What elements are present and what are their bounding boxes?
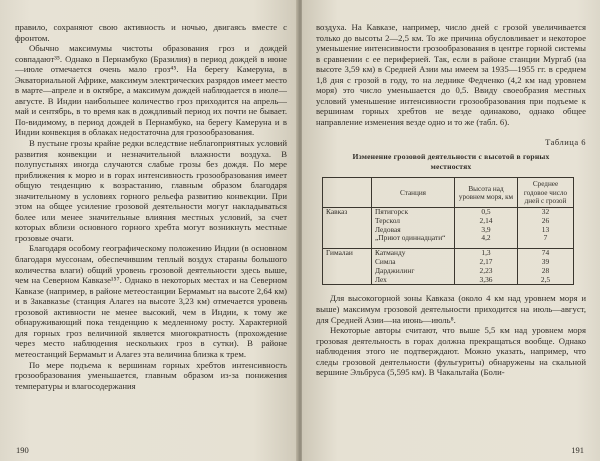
- table-row: [323, 249, 574, 285]
- altitude-thunderstorm-table: [322, 177, 574, 285]
- paragraph: Некоторые авторы считают, что выше 5,5 км над уровнем моря грозовая деятельность в горах должна прекращаться вообще. Однако наблюдения этого не подтверждают. Можно указать, например, что следы грозовой деятельности (фульгуриты) обнаружены на скальной вершине Эльбруса (5,595 км). В Чакальтайа (Боли-: [316, 325, 586, 378]
- altitude-value: 4,2: [481, 233, 491, 243]
- paragraph: Для высокогорной зоны Кавказа (около 4 км над уровнем моря и выше) максимум грозовой деятельности приходится на июль—август, для Средней Азии—на июнь—июль⁸.: [316, 293, 586, 325]
- days-value: 7: [543, 233, 548, 243]
- left-text-column: [15, 22, 287, 391]
- table-caption: Таблица 6: [545, 137, 586, 148]
- days-value: 74: [541, 248, 550, 258]
- header-days: Среднее годовое число дней с грозой: [518, 178, 574, 208]
- station-name: Пятигорск: [375, 207, 409, 217]
- paragraph: правило, сохраняют свою активность и ночью, двигаясь вместе с фронтом.: [15, 22, 287, 43]
- altitude-cell: [455, 208, 518, 249]
- altitude-value: 3,36: [479, 274, 493, 284]
- station-name: Катманду: [375, 248, 406, 258]
- paragraph: В пустыне грозы крайне редки вследствие неблагоприятных условий развития конвекции и незначительной влажности воздуха. В полупустынях иногда случаются слабые грозы без дождя. По мере приближения к морю и в горах интенсивность грозообразования имеет общую тенденцию к возрастанию, главным образом благодаря значительному в условиях горного рельефа развитию конвекции. При этом на общее усиление грозовой деятельности могут накладываться более или менее значительные влияния местных условий, за счет которых вблизи основного горного хребта могут возникнуть местные грозовые очаги.: [15, 138, 287, 243]
- altitude-value: 3,9: [481, 224, 491, 234]
- days-value: 28: [541, 265, 550, 275]
- paragraph: По мере подъема к вершинам горных хребтов интенсивность грозообразования уменьшается, главным образом из-за понижения температуры и влагосодержания: [15, 359, 287, 391]
- table-title: Изменение грозовой деятельности с высотой в горных местностях: [352, 152, 550, 171]
- days-value: 13: [541, 224, 550, 234]
- station-name: Ледовая: [375, 224, 401, 234]
- days-value: 39: [541, 257, 550, 267]
- altitude-value: 2,23: [479, 265, 493, 275]
- station-name: Симла: [375, 257, 396, 267]
- altitude-value: 2,14: [479, 215, 493, 225]
- stations-cell: [372, 208, 455, 249]
- days-value: 26: [541, 215, 550, 225]
- station-name: Терскол: [375, 215, 400, 225]
- region-cell: Гималаи: [323, 249, 372, 285]
- header-station: Станция: [372, 178, 455, 208]
- days-value: 2,5: [540, 274, 551, 284]
- stations-cell: [372, 249, 455, 285]
- altitude-value: 2,17: [479, 257, 493, 267]
- days-value: 32: [541, 207, 550, 217]
- right-page: [302, 0, 600, 461]
- days-cell: [518, 249, 574, 285]
- header-altitude: Высота над уровнем моря, км: [455, 178, 518, 208]
- right-text-column: [316, 22, 586, 378]
- left-page: [0, 0, 298, 461]
- paragraph: Обычно максимумы чистоты образования гроз и дождей совпадают³⁵. Однако в Пернамбуко (Бразилия) в период дождей в июне—июле отмечается очень мало гроз⁴⁵. На берегу Камеруна, в Экваториальной Африке, максимум электрических разрядов имеет место в марте—апреле и в октябре, а максимум дождей наблюдается в июле—августе. В Индии наибольшее количество гроз приходится на апрель—май и сентябрь, в то время как в дождливый период их почти не бывает. По-видимому, в период дождей в Пернамбуко, на берегу Камеруна и в Индии конвекция в облаках недостаточна для грозообразования.: [15, 43, 287, 138]
- days-cell: [518, 208, 574, 249]
- altitude-cell: [455, 249, 518, 285]
- altitude-value: 1,3: [481, 248, 491, 258]
- table-row: [323, 208, 574, 249]
- station-name: Лех: [375, 274, 387, 284]
- station-name: „Приют одиннадцати“: [375, 233, 446, 243]
- paragraph: воздуха. На Кавказе, например, число дней с грозой увеличивается только до высоты 2—2,5 км. То же причина обусловливает и некоторое уменьшение интенсивности грозообразования в центре горной системы в сравнении с ее периферией. Так, если в районе станции Мургаб (на высоте 3,59 км) в Средней Азии мы имеем за 1935—1955 гг. в среднем 1,8 дня с грозой в году, то на леднике Федченко (4,2 км над уровнем моря) это число уменьшается до 0,5. Ввиду своеобразия местных условий уменьшение интенсивности грозообразования при подъеме к вершинам горных хребтов не везде одинаково, однако общее направление изменения везде одно и то же (табл. 6).: [316, 22, 586, 127]
- region-cell: Кавказ: [323, 208, 372, 249]
- station-name: Дарджилинг: [375, 265, 415, 275]
- paragraph: Благодаря особому географическому положению Индии (в основном благодаря муссонам, обеспечившим теплый воздух стараны большого количества влаги) общий уровень грозовой деятельности здесь выше, чем на Северном Кавказе¹⁵⁷. Однако в некоторых местах и на Северном Кавказе (например, в районе метеостанции Бермамыт на высоте 2,64 км) и в Закавказье (станция Алагез на высоте 3,23 км) отмечается уровень грозовой активности не менее высокий, чем в Индии, к тому же обнаруживающий пока тенденцию к медленному росту. Характерной для горных гроз величиной является многократность (прохождение через место наблюдения нескольких гроз в сутки). В районе метеостанций Бермамыт и Алагез эта величина близка к трем.: [15, 243, 287, 359]
- page-number: 190: [16, 445, 29, 455]
- header-region: [323, 178, 372, 208]
- altitude-value: 0,5: [481, 207, 491, 217]
- page-number: 191: [571, 445, 584, 455]
- table-header-row: [323, 178, 574, 208]
